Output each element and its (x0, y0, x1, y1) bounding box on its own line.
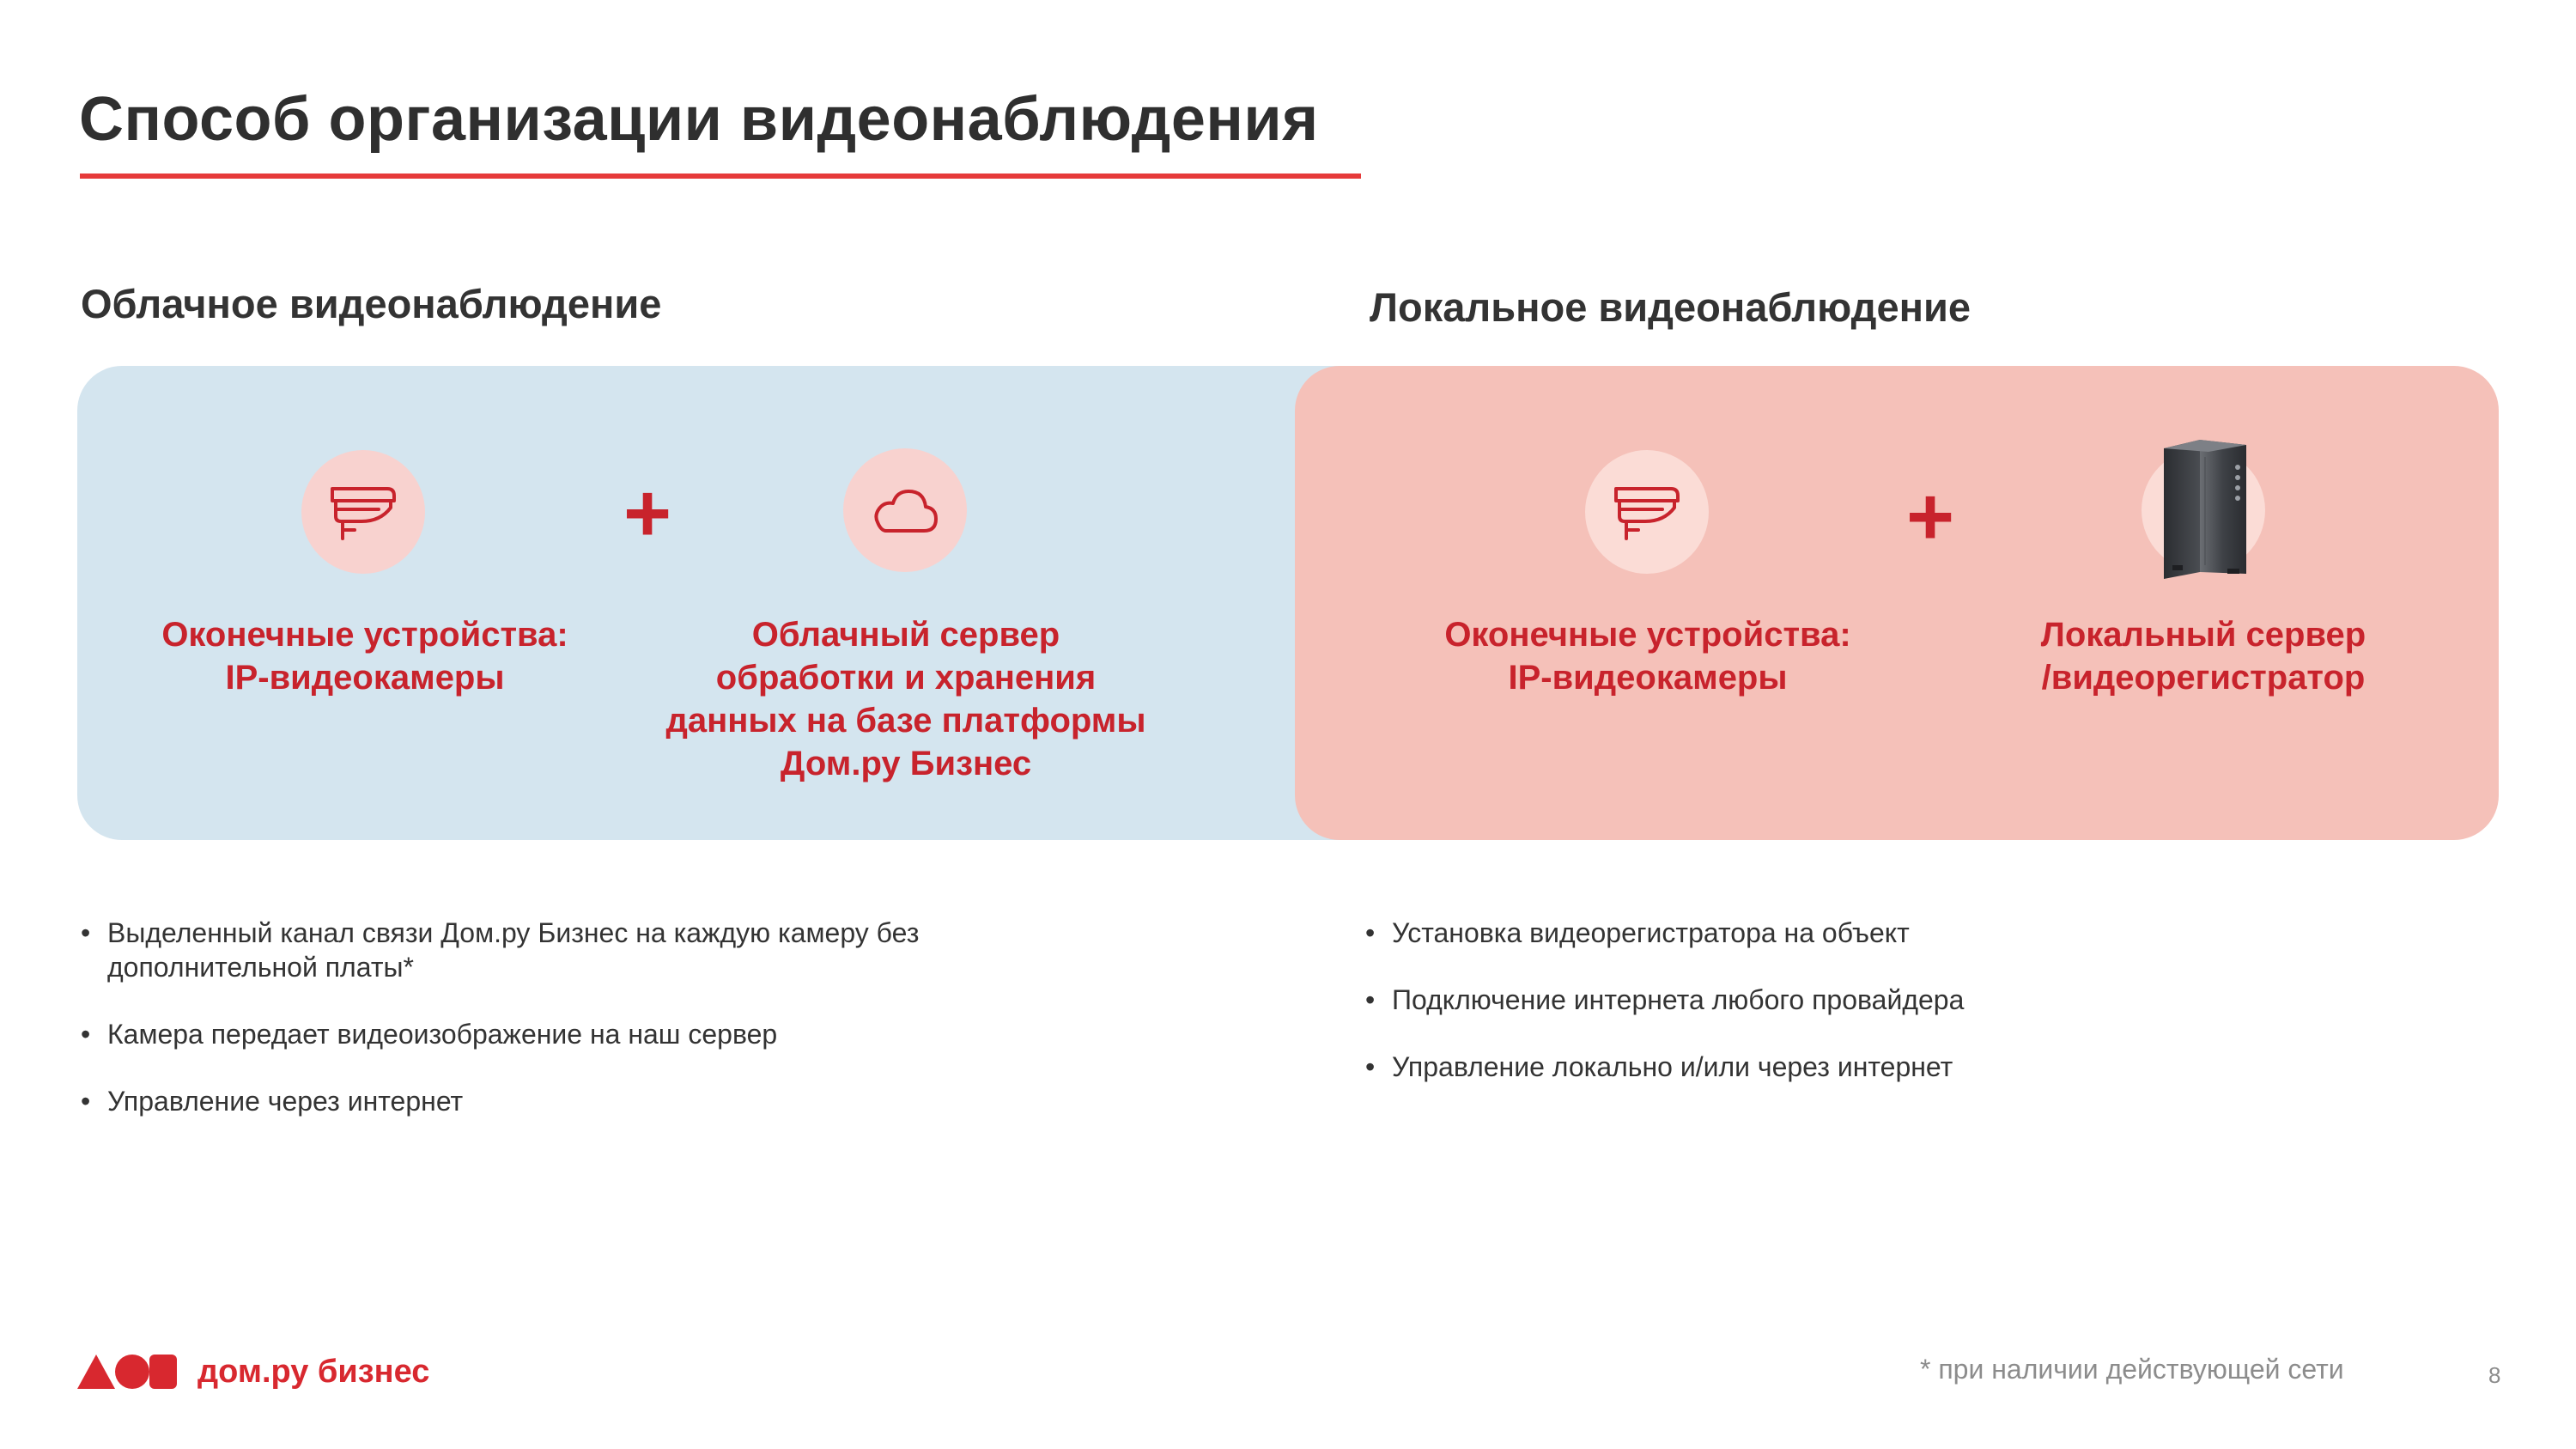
local-camera-icon-circle (1585, 450, 1709, 574)
list-item: • Управление локально и/или через интернет (1365, 1050, 2396, 1084)
cloud-icon (869, 483, 941, 538)
local-section-heading: Локальное видеонаблюдение (1370, 284, 1971, 330)
cloud-server-caption-line2: обработки и хранения (715, 659, 1097, 697)
local-server-caption-line2: /видеорегистратор (2041, 659, 2366, 697)
footnote: * при наличии действующей сети (1920, 1354, 2344, 1385)
local-panel (1295, 366, 2499, 840)
local-camera-caption-line2: IP-видеокамеры (1508, 659, 1788, 697)
page-title: Способ организации видеонаблюдения (79, 85, 1319, 154)
list-item (81, 916, 1111, 984)
local-camera-caption (1412, 613, 1884, 699)
server-tower-icon (2155, 436, 2258, 582)
bullet-text-line: • Выделенный канал связи Дом.ру Бизнес на каждую камеру без (107, 917, 920, 948)
list-item: • Установка видеорегистратора на объект (1365, 916, 2396, 950)
brand-logo (76, 1353, 429, 1391)
local-camera-caption-line1: Оконечные устройства: (1444, 616, 1851, 654)
cloud-camera-caption (129, 613, 601, 699)
list-item: • Управление через интернет (81, 1084, 1111, 1118)
cloud-server-caption (635, 613, 1176, 785)
local-plus-sign: + (1905, 471, 1955, 563)
page-number: 8 (2488, 1362, 2501, 1388)
cloud-server-caption-line4: Дом.ру Бизнес (780, 745, 1032, 782)
list-item: • Камера передает видеоизображение на наш сервер (81, 1017, 1111, 1051)
cloud-camera-icon-circle (301, 450, 425, 574)
cloud-plus-sign: + (623, 467, 672, 559)
local-server-caption (1963, 613, 2444, 699)
cloud-server-caption-line3: данных на базе платформы (665, 702, 1146, 740)
logo-mark-icon (76, 1353, 179, 1391)
cloud-server-caption-line1: Облачный сервер (751, 616, 1060, 654)
local-server-caption-line1: Локальный сервер (2040, 616, 2366, 654)
cctv-camera-icon (327, 482, 399, 542)
cctv-camera-icon (1611, 482, 1683, 542)
list-item: • Подключение интернета любого провайдера (1365, 983, 2396, 1017)
bullet-text-line: дополнительной платы* (107, 952, 414, 983)
cloud-camera-caption-line1: Оконечные устройства: (161, 616, 568, 654)
logo-text: дом.ру бизнес (197, 1353, 430, 1390)
cloud-section-heading: Облачное видеонаблюдение (81, 281, 662, 326)
title-underline (80, 174, 1361, 179)
cloud-bullet-list (81, 916, 1111, 1151)
cloud-camera-caption-line2: IP-видеокамеры (225, 659, 505, 697)
cloud-server-icon-circle (843, 448, 967, 572)
local-bullet-list (1365, 916, 2396, 1117)
